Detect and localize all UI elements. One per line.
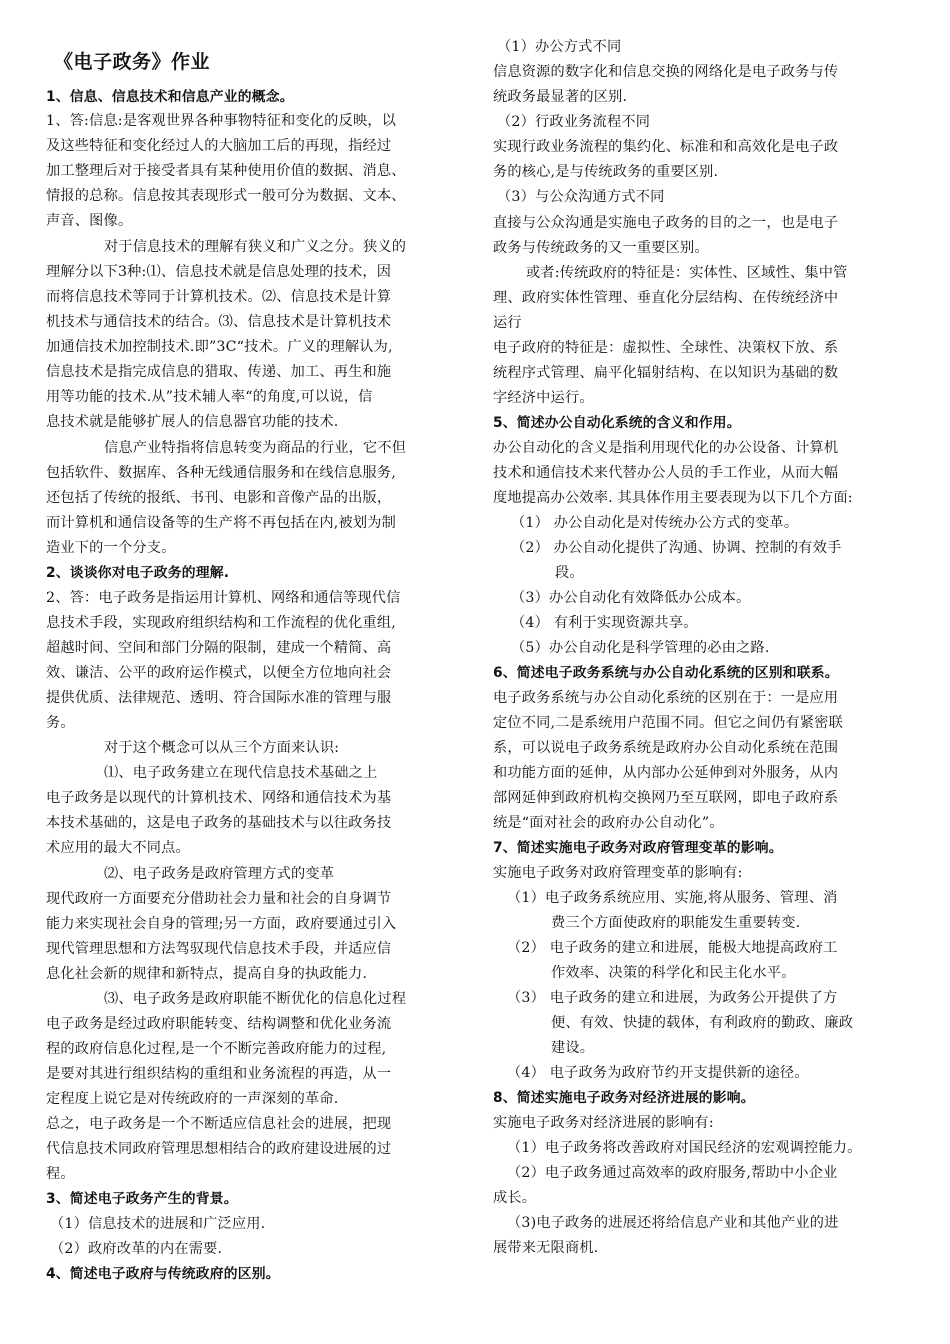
text-line: 统政务最显著的区别. (493, 89, 628, 105)
text-line: （1）电子政务系统应用、实施,将从服务、管理、消 (507, 890, 838, 906)
text-line: 信息资源的数字化和信息交换的网络化是电子政务与传 (493, 64, 839, 80)
text-line: 用等功能的技术.从”技术辅人率“的角度,可以说，信 (46, 389, 373, 405)
text-line: 务的核心,是与传统政务的重要区别. (493, 164, 719, 180)
text-line: 加通信技术加控制技术.即”3C“技术。广义的理解认为, (46, 339, 393, 355)
text-line: 是要对其进行组织结构的重组和业务流程的再造，从一 (46, 1066, 392, 1082)
text-line: 政务与传统政务的又一重要区别。 (493, 240, 709, 256)
text-line: 和功能方面的延伸，从内部办公延伸到对外服务，从内 (493, 765, 839, 781)
text-line: 机技术与通信技术的结合。⑶、信息技术是计算机技术 (46, 314, 392, 330)
text-line: 信息产业特指将信息转变为商品的行业，它不但 (104, 440, 407, 456)
text-line: （5）办公自动化是科学管理的必由之路. (511, 640, 770, 656)
text-line: ⑶、电子政务是政府职能不断优化的信息化过程 (104, 991, 407, 1007)
question-heading: 4、简述电子政府与传统政府的区别。 (46, 1266, 280, 1282)
text-line: 而计算机和通信设备等的生产将不再包括在内,被划为制 (46, 515, 397, 531)
text-line: 提供优质、法律规范、透明、符合国际水准的管理与服 (46, 690, 392, 706)
text-line: ⑵、电子政务是政府管理方式的变革 (104, 866, 335, 882)
text-line: 2、答：电子政务是指运用计算机、网络和通信等现代信 (46, 590, 401, 606)
text-line: 或者:传统政府的特征是：实体性、区域性、集中管 (526, 265, 848, 281)
text-line: 电子政务是经过政府职能转变、结构调整和优化业务流 (46, 1016, 392, 1032)
text-line: 息化社会新的规律和新特点，提高自身的执政能力. (46, 966, 368, 982)
text-line: 运行 (493, 315, 522, 331)
text-line: 本技术基础的，这是电子政务的基础技术与以往政务技 (46, 815, 392, 831)
text-line: 展带来无限商机. (493, 1240, 599, 1256)
question-heading: 2、谈谈你对电子政务的理解. (46, 565, 230, 581)
text-line: （4） 有利于实现资源共享。 (511, 615, 698, 631)
text-line: 电子政府的特征是：虚拟性、全球性、决策权下放、系 (493, 340, 839, 356)
text-line: 对于信息技术的理解有狭义和广义之分。狭义的 (104, 239, 407, 255)
text-line: 现代政府一方面要充分借助社会力量和社会的自身调节 (46, 891, 392, 907)
text-line: 实现行政业务流程的集约化、标准和和高效化是电子政 (493, 139, 839, 155)
text-line: 作效率、决策的科学化和民主化水平。 (551, 965, 796, 981)
text-line: ⑴、电子政务建立在现代信息技术基础之上 (104, 765, 378, 781)
text-line: 便、有效、快捷的载体，有利政府的勤政、廉政 (551, 1015, 854, 1031)
text-line: 术应用的最大不同点。 (46, 840, 190, 856)
text-line: 统是“面对社会的政府办公自动化”。 (493, 815, 724, 831)
question-heading: 6、简述电子政务系统与办公自动化系统的区别和联系。 (493, 665, 839, 681)
text-line: 息技术手段，实现政府组织结构和工作流程的优化重组, (46, 615, 397, 631)
text-line: 实施电子政务对经济进展的影响有: (493, 1115, 714, 1131)
text-line: 技术和通信技术来代替办公人员的手工作业，从而大幅 (493, 465, 839, 481)
text-line: 办公自动化的含义是指利用现代化的办公设备、计算机 (493, 440, 839, 456)
text-line: 理解分以下3种:⑴、信息技术就是信息处理的技术，因 (46, 264, 392, 280)
text-line: 部网延伸到政府机构交换网乃至互联网，即电子政府系 (493, 790, 839, 806)
text-line: （1）办公方式不同 (497, 39, 622, 55)
question-heading: 5、简述办公自动化系统的含义和作用。 (493, 415, 741, 431)
question-heading: 1、信息、信息技术和信息产业的概念。 (46, 89, 294, 105)
text-line: 及这些特征和变化经过人的大脑加工后的再现，指经过 (46, 138, 392, 154)
text-line: 还包括了传统的报纸、书刊、电影和音像产品的出版， (46, 490, 392, 506)
text-line: 定程度上说它是对传统政府的一声深刻的革命. (46, 1091, 339, 1107)
text-line: 代信息技术同政府管理思想相结合的政府建设进展的过 (46, 1141, 392, 1157)
text-line: 声音、图像。 (46, 213, 133, 229)
question-heading: 8、简述实施电子政务对经济进展的影响。 (493, 1090, 755, 1106)
text-line: 系，可以说电子政务系统是政府办公自动化系统在范围 (493, 740, 839, 756)
text-line: 息技术就是能够扩展人的信息器官功能的技术. (46, 414, 339, 430)
text-line: 对于这个概念可以从三个方面来认识: (104, 740, 340, 756)
text-line: 信息技术是指完成信息的猎取、传递、加工、再生和施 (46, 364, 392, 380)
text-line: 度地提高办公效率. 其具体作用主要表现为以下几个方面: (493, 490, 853, 506)
text-line: （1） 办公自动化是对传统办公方式的变革。 (511, 515, 799, 531)
text-line: 电子政务是以现代的计算机技术、网络和通信技术为基 (46, 790, 392, 806)
document-title: 《电子政务》作业 (54, 51, 211, 73)
text-line: 现代管理思想和方法驾驭现代信息技术手段，并适应信 (46, 941, 392, 957)
text-line: 总之，电子政务是一个不断适应信息社会的进展，把现 (46, 1116, 392, 1132)
text-line: （3）与公众沟通方式不同 (497, 189, 665, 205)
text-line: 统程序式管理、扁平化辐射结构、在以知识为基础的数 (493, 365, 839, 381)
text-line: 而将信息技术等同于计算机技术。⑵、信息技术是计算 (46, 289, 392, 305)
text-line: （2） 办公自动化提供了沟通、协调、控制的有效手 (511, 540, 842, 556)
text-line: 电子政务系统与办公自动化系统的区别在于：一是应用 (493, 690, 839, 706)
text-line: 直接与公众沟通是实施电子政务的目的之一，也是电子 (493, 215, 839, 231)
text-line: （2） 电子政务的建立和进展，能极大地提高政府工 (507, 940, 838, 956)
text-line: 情报的总称。信息按其表现形式一般可分为数据、文本、 (46, 188, 406, 204)
text-line: 务。 (46, 715, 75, 731)
text-line: 程的政府信息化过程,是一个不断完善政府能力的过程, (46, 1041, 387, 1057)
text-line: 包括软件、数据库、各种无线通信服务和在线信息服务, (46, 465, 397, 481)
text-line: 段。 (555, 565, 584, 581)
text-line: （3）办公自动化有效降低办公成本。 (511, 590, 751, 606)
text-line: 定位不同,二是系统用户范围不同。但它之间仍有紧密联 (493, 715, 844, 731)
text-line: （4） 电子政务为政府节约开支提供新的途径。 (507, 1065, 809, 1081)
text-line: （1）电子政务将改善政府对国民经济的宏观调控能力。 (507, 1140, 862, 1156)
text-line: 程。 (46, 1166, 75, 1182)
question-heading: 3、简述电子政务产生的背景。 (46, 1191, 238, 1207)
text-line: （1）信息技术的进展和广泛应用. (50, 1216, 266, 1232)
text-line: 能力来实现社会自身的管理;另一方面，政府要通过引入 (46, 916, 397, 932)
text-line: 造业下的一个分支。 (46, 540, 176, 556)
text-line: （3)电子政务的进展还将给信息产业和其他产业的进 (507, 1215, 839, 1231)
text-line: 费三个方面使政府的职能发生重要转变. (551, 915, 801, 931)
question-heading: 7、简述实施电子政务对政府管理变革的影响。 (493, 840, 783, 856)
text-line: （2）政府改革的内在需要. (50, 1241, 223, 1257)
text-line: 成长。 (493, 1190, 537, 1206)
text-line: （2）电子政务通过高效率的政府服务,帮助中小企业 (507, 1165, 838, 1181)
text-line: 理、政府实体性管理、垂直化分层结构、在传统经济中 (493, 290, 839, 306)
text-line: 字经济中运行。 (493, 390, 594, 406)
text-line: 加工整理后对于接受者具有某种使用价值的数据、消息、 (46, 163, 406, 179)
text-line: 建设。 (551, 1040, 595, 1056)
text-line: 超越时间、空间和部门分隔的限制，建成一个精简、高 (46, 640, 392, 656)
text-line: 1、答:信息:是客观世界各种事物特征和变化的反映，以 (46, 113, 397, 129)
text-line: 实施电子政务对政府管理变革的影响有: (493, 865, 743, 881)
text-line: （3） 电子政务的建立和进展，为政务公开提供了方 (507, 990, 838, 1006)
text-line: 效、谦洁、公平的政府运作模式，以便全方位地向社会 (46, 665, 392, 681)
text-line: （2）行政业务流程不同 (497, 114, 651, 130)
